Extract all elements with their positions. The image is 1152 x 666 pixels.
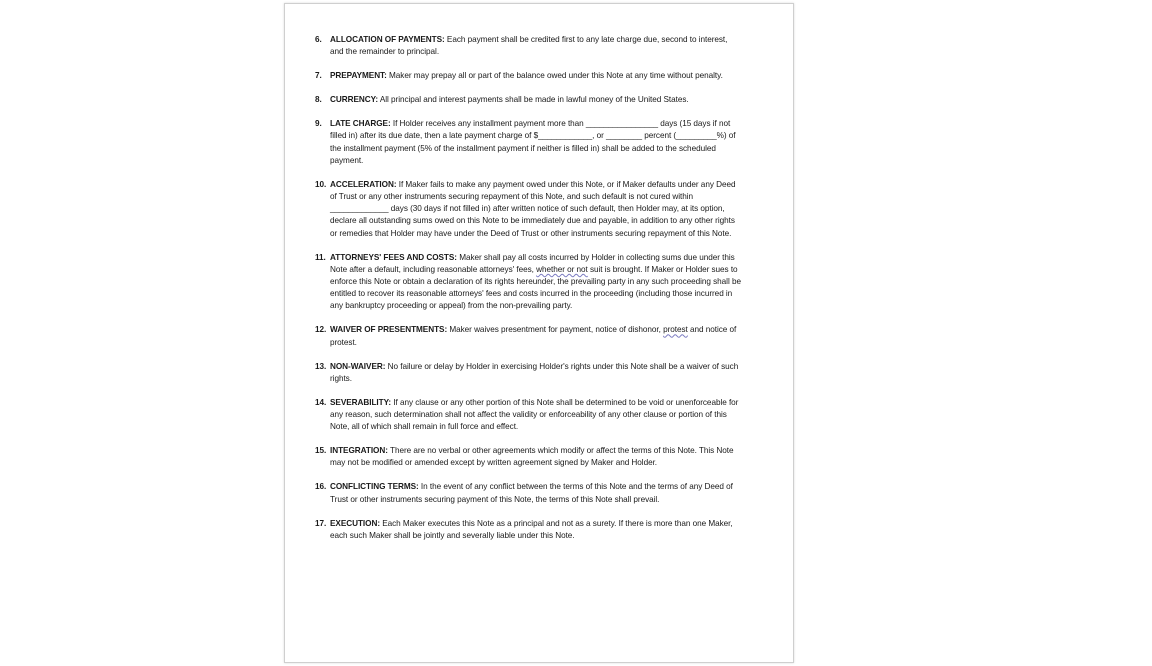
clause-text: Maker waives presentment for payment, notice of dishonor, xyxy=(447,325,664,335)
clause-number: 10. xyxy=(315,179,327,189)
clause-conflicting-terms xyxy=(315,481,741,505)
clause-heading: ACCELERATION: xyxy=(330,179,397,189)
clause-attorneys-fees xyxy=(315,252,741,313)
clause-severability xyxy=(315,397,741,434)
clause-late-charge xyxy=(315,118,741,167)
clause-number: 7. xyxy=(315,71,322,81)
clause-text: There are no verbal or other agreements which modify or affect the terms of this Note. This Note may not be modified or amended except by written agreement signed by Maker and Holder. xyxy=(330,446,734,468)
clause-text: Maker shall pay all costs incurred by Holder in collecting sums due under this Note after a default, including reasonable attorneys' fees, xyxy=(330,252,735,274)
clause-number: 6. xyxy=(315,35,322,44)
clause-heading: WAIVER OF PRESENTMENTS: xyxy=(330,325,448,335)
clause-text: No failure or delay by Holder in exercising Holder's rights under this Note shall be a waiver of such rights. xyxy=(330,361,739,383)
clause-heading: NON-WAIVER: xyxy=(330,361,386,371)
clause-text: If Holder receives any installment payment more than ________________ days (15 days if not filled in) after its due date, then a late payment charge of $____________, or ________ percent (_________%) of the installment payment (5% of the installment payment if neither is filled in) shall be added to the scheduled payment. xyxy=(330,119,736,165)
clause-heading: ATTORNEYS' FEES AND COSTS: xyxy=(330,252,457,262)
clause-number: 11. xyxy=(315,252,326,262)
clause-heading: CONFLICTING TERMS: xyxy=(330,482,419,492)
spellcheck-flagged-text: whether or not xyxy=(536,264,588,274)
clause-text: suit is brought. If Maker or Holder sues to enforce this Note or obtain a declaration of its rights hereunder, the prevailing party in any such proceeding shall be entitled to recover its reasonable attorneys' fees and costs incurred in the proceeding (including those incurred in any bankruptcy proceeding or appeal) from the non-prevailing party. xyxy=(330,264,741,311)
clause-execution xyxy=(315,518,741,542)
clause-text: If any clause or any other portion of this Note shall be determined to be void or unenforceable for any reason, such determination shall not affect the validity or enforceability of any other clause or portion of this Note, all of which shall remain in full force and effect. xyxy=(330,397,739,432)
clause-text: If Maker fails to make any payment owed under this Note, or if Maker defaults under any Deed of Trust or any other instruments securing repayment of this Note, and such default is not cured within _____________ days (30 days if not filled in) after written notice of such default, then Holder may, at its option, declare all outstanding sums owed on this Note to be immediately due and payable, in addition to any other rights or remedies that Holder may have under the Deed of Trust or other instruments securing repayment of this Note. xyxy=(330,179,736,238)
clause-prepayment xyxy=(315,70,741,82)
clause-heading: PREPAYMENT: xyxy=(330,71,387,81)
clause-text: All principal and interest payments shall be made in lawful money of the United States. xyxy=(378,95,689,105)
clause-number: 9. xyxy=(315,119,322,129)
clause-text: and notice of protest. xyxy=(330,325,737,347)
clause-number: 17. xyxy=(315,518,327,528)
document-page xyxy=(284,3,794,663)
clause-heading: ALLOCATION OF PAYMENTS: xyxy=(330,35,445,44)
spellcheck-flagged-text: protest xyxy=(663,325,688,335)
clause-currency xyxy=(315,94,741,106)
clause-heading: LATE CHARGE: xyxy=(330,119,391,129)
clause-list xyxy=(315,34,741,554)
clause-allocation-of-payments xyxy=(315,34,741,58)
clause-number: 8. xyxy=(315,95,322,105)
clause-number: 15. xyxy=(315,446,327,456)
clause-text: Each payment shall be credited first to any late charge due, second to interest, and the remainder to principal. xyxy=(330,35,728,57)
clause-text: Maker may prepay all or part of the balance owed under this Note at any time without penalty. xyxy=(386,71,723,81)
clause-number: 16. xyxy=(315,482,327,492)
clause-text: In the event of any conflict between the terms of this Note and the terms of any Deed of Trust or other instruments securing payment of this Note, the terms of this Note shall prevail. xyxy=(330,482,733,504)
clause-heading: CURRENCY: xyxy=(330,95,379,105)
clause-waiver-of-presentments xyxy=(315,324,741,348)
clause-number: 12. xyxy=(315,325,327,335)
clause-heading: EXECUTION: xyxy=(330,518,380,528)
clause-number: 14. xyxy=(315,397,327,407)
clause-number: 13. xyxy=(315,361,327,371)
clause-text: Each Maker executes this Note as a principal and not as a surety. If there is more than one Maker, each such Maker shall be jointly and severally liable under this Note. xyxy=(330,518,733,540)
clause-non-waiver xyxy=(315,361,741,385)
clause-integration xyxy=(315,445,741,469)
clause-heading: INTEGRATION: xyxy=(330,446,388,456)
clause-acceleration xyxy=(315,179,741,240)
clause-heading: SEVERABILITY: xyxy=(330,397,392,407)
